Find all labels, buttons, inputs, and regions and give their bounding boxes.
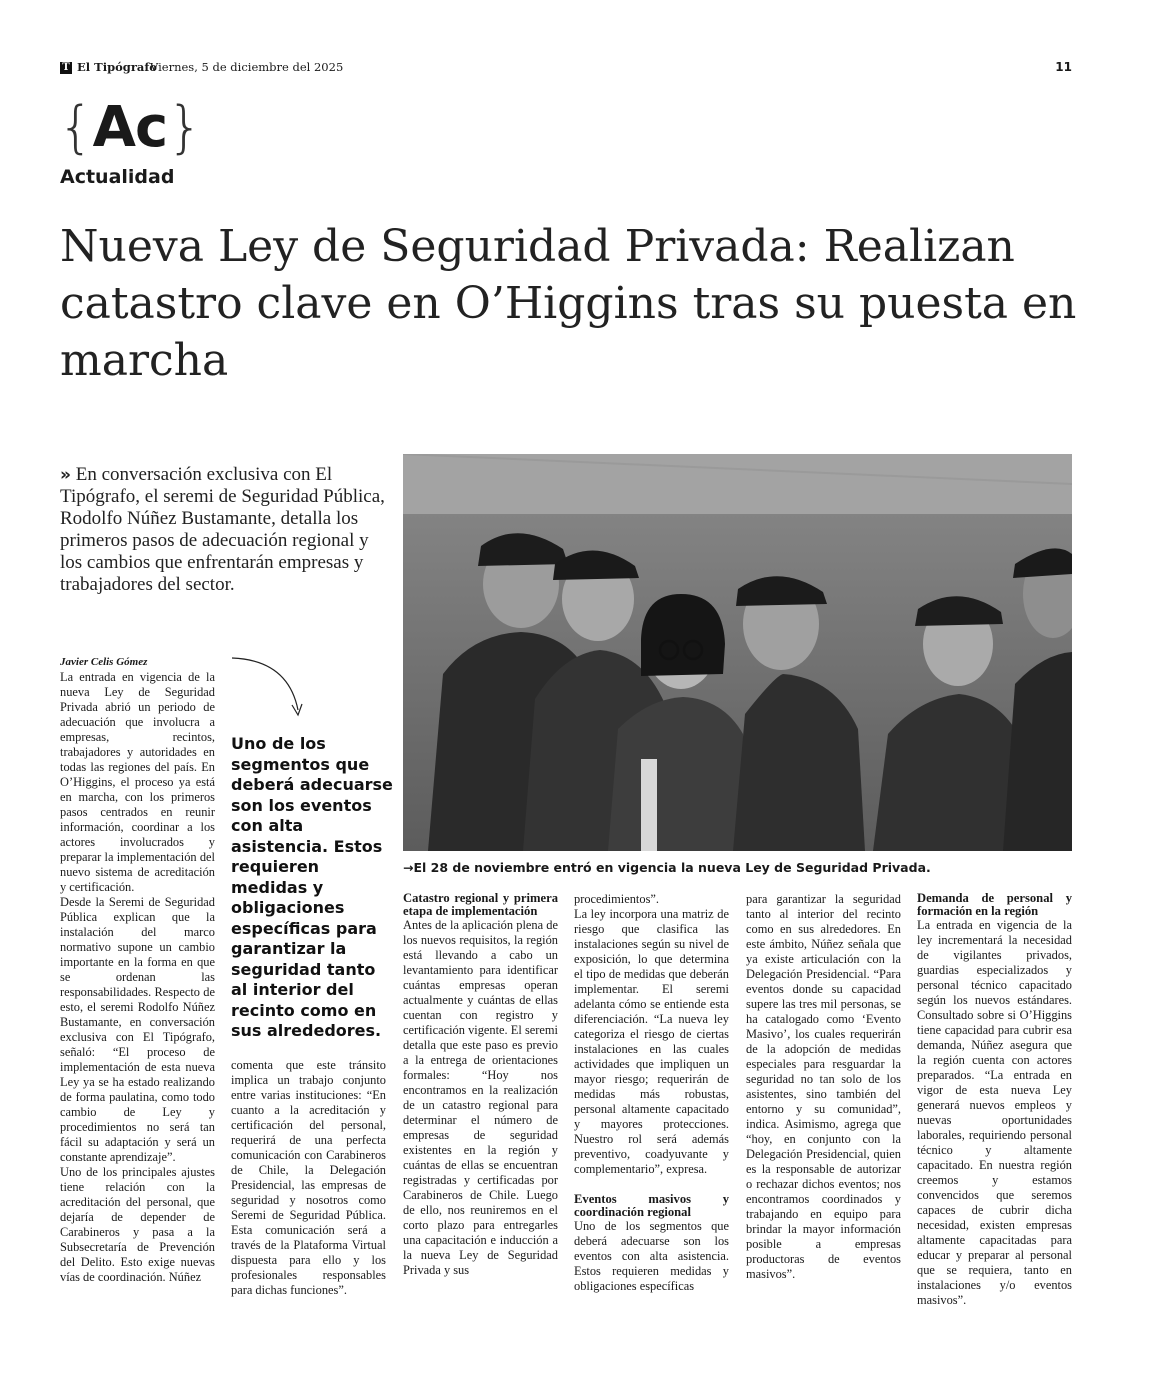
col1-paragraph: Desde la Seremi de Seguridad Pública explican que la instalación del marco normativo supone un cambio importante en la forma en que se ordenan las responsabilidades. Respecto de esto, el seremi Rodolfo Núñez Bustamante, en conversación exclusiva con El Tipógrafo, señaló: “El proceso de implementación de esta nueva Ley ya se ha estado realizando de forma paulatina, como todo cambio de Ley y procedimientos no será tan fácil su adaptación y será un constante aprendizaje”.	[60, 895, 215, 1164]
column-3	[403, 892, 558, 1278]
col4-paragraph: La ley incorpora una matriz de riesgo que clasifica las instalaciones según su nivel de exposición, lo que determina el tipo de medidas que deberán implementar. El seremi adelanta cómo se entiende esta diferenciación. “La nueva ley categoriza el riesgo de ciertas instalaciones en las cuales actividades que impliquen un mayor riesgo; requerirán de medidas más robustas, personal altamente capacitado y mayores protecciones. Nuestro rol será además preventivo, coadyuvante y complementario”, expresa.	[574, 907, 729, 1176]
col2-paragraph: comenta que este tránsito implica un trabajo conjunto entre varias instituciones: “En cuanto a la acreditación y certificación del personal, requerirá de una perfecta comunicación con Carabineros de Chile, la Delegación Presidencial, las empresas de seguridad y nosotros como Seremi de Seguridad Pública. Esta comunicación será a través de la Plataforma Virtual dispuesta para ello y los profesionales responsables para dichas funciones”.	[231, 1058, 386, 1297]
issue-date: Viernes, 5 de diciembre del 2025	[150, 60, 344, 74]
column-4	[574, 892, 729, 1294]
byline: Javier Celis Gómez	[60, 656, 148, 668]
publication-name: El Tipógrafo	[77, 60, 157, 74]
section-open-brace: {	[58, 95, 93, 160]
lead-text: En conversación exclusiva con El Tipógrafo, el seremi de Seguridad Pública, Rodolfo Núñez Bustamante, detalla los primeros pasos de adecuación regional y los cambios que enfrentarán empresas y trabajadores del sector.	[60, 464, 385, 595]
section-close-brace: }	[167, 95, 202, 160]
column-5	[746, 892, 901, 1282]
column-6	[917, 892, 1072, 1308]
publication-logo-icon: T	[60, 62, 72, 74]
column-1	[60, 670, 215, 1285]
section-name: Actualidad	[60, 166, 175, 188]
col4-paragraph: procedimientos”.	[574, 892, 659, 906]
col3-paragraph: Antes de la aplicación plena de los nuevos requisitos, la región está llevando a cabo un levantamiento para identificar cuántas empresas operan actualmente y cuántas de ellas cuentan con registro y certificación vigente. El seremi detalla que este paso es previo a la entrega de orientaciones formales: “Hoy nos encontramos en la realización de un catastro regional para determinar el número de empresas de seguridad existentes en la región y cuántas de ellas se encuentran registradas y certificadas por Carabineros de Chile. Luego de ello, nos reuniremos en el corto plazo para entregarles una capacitación e inducción a la nueva Ley de Seguridad Privada y sus	[403, 918, 558, 1277]
page-number: 11	[1055, 60, 1072, 74]
pull-quote: Uno de los segmentos que deberá adecuarse son los eventos con alta asistencia. Estos requieren medidas y obligaciones específicas para garantizar la seguridad tanto al interior del recinto como en sus alrededores.	[231, 734, 393, 1040]
security-guards-photo	[403, 454, 1072, 851]
lead-marker-icon: »	[60, 465, 71, 485]
col4-paragraph: Uno de los segmentos que deberá adecuarse son los eventos con alta asistencia. Estos requieren medidas y obligaciones específicas	[574, 1219, 729, 1293]
article-lead	[60, 464, 395, 596]
col5-paragraph: para garantizar la seguridad tanto al interior del recinto como en sus alrededores. En este ámbito, Núñez señala que ya existe articulación con la Delegación Presidencial. “Para eventos donde su capacidad supere las tres mil personas, se ha catalogado como ‘Evento Masivo’, los cuales requerirán de la adopción de medidas especiales para resguardar la seguridad no tan solo de los asistentes, sino también del entorno y su comunidad”, indica. Asimismo, agrega que “hoy, en conjunto con la Delegación Presidencial, quien es la responsable de autorizar o rechazar dichos eventos; nos encontramos coordinados y trabajando en equipo para brindar la mayor información posible a empresas productoras de eventos masivos”.	[746, 892, 901, 1281]
photo-caption: →El 28 de noviembre entró en vigencia la nueva Ley de Seguridad Privada.	[403, 860, 931, 875]
article-photo	[403, 454, 1072, 851]
section-mark	[58, 96, 202, 160]
curved-arrow-icon	[228, 655, 308, 720]
subheading-catastro: Catastro regional y primera etapa de implementación	[403, 891, 558, 918]
column-2	[231, 1058, 386, 1298]
section-abbr: Ac	[92, 95, 168, 160]
article-headline: Nueva Ley de Seguridad Privada: Realizan catastro clave en O’Higgins tras su puesta en marcha	[60, 221, 1077, 386]
subheading-demanda: Demanda de personal y formación en la región	[917, 891, 1072, 918]
subheading-eventos: Eventos masivos y coordinación regional	[574, 1192, 729, 1219]
col6-paragraph: La entrada en vigencia de la ley incrementará la necesidad de vigilantes privados, guardias especializados y personal técnico capacitado según los nuevos estándares. Consultado sobre si O’Higgins tiene capacidad para cubrir esa demanda, Núñez asegura que la región cuenta con actores preparados. “La entrada en vigor de esta nueva Ley generará nuevos empleos y nuevas oportunidades laborales, requiriendo personal técnico y altamente capacitado. En nuestra región creemos y estamos convencidos que seremos capaces de cubrir dicha necesidad, existen empresas altamente capacitadas para educar y preparar al personal que se requiera, tanto en instalaciones y/o eventos masivos”.	[917, 918, 1072, 1307]
col1-paragraph: La entrada en vigencia de la nueva Ley de Seguridad Privada abrió un periodo de adecuación que involucra a empresas, recintos, trabajadores y autoridades en todas las regiones del país. En O’Higgins, el proceso ya está en marcha, con los primeros pasos centrados en reunir información, coordinar a los actores involucrados y preparar la implementación del nuevo sistema de acreditación y certificación.	[60, 670, 215, 894]
col1-paragraph: Uno de los principales ajustes tiene relación con la acreditación del personal, que dejaría de depender de Carabineros y pasa a la Subsecretaría de Prevención del Delito. Esto exige nuevas vías de coordinación. Núñez	[60, 1165, 215, 1284]
